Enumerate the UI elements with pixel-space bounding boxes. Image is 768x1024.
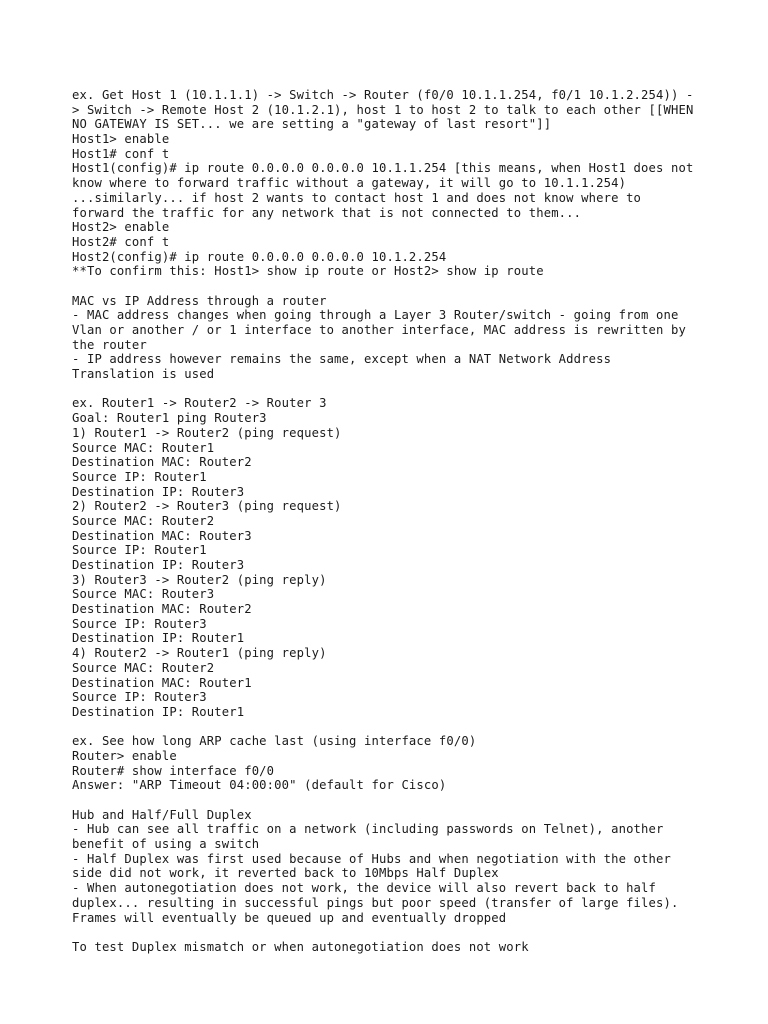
text-line: - When autonegotiation does not work, the device will also revert back to half [72, 881, 657, 896]
text-line: forward the traffic for any network that is not connected to them... [72, 205, 582, 220]
text-line: ex. Get Host 1 (10.1.1.1) -> Switch -> Router (f0/0 10.1.1.254, f0/1 10.1.2.254)) - [72, 88, 694, 102]
text-line: Vlan or another / or 1 interface to another interface, MAC address is rewritten by [72, 323, 686, 337]
text-line: side did not work, it reverted back to 10Mbps Half Duplex [72, 866, 499, 881]
text-line: 1) Router1 -> Router2 (ping request) [72, 425, 342, 440]
text-line: **To confirm this: Host1> show ip route or Host2> show ip route [72, 264, 544, 279]
text-line: ex. Router1 -> Router2 -> Router 3 [72, 396, 327, 411]
text-line: - IP address however remains the same, except when a NAT Network Address [72, 352, 612, 367]
text-line: Answer: "ARP Timeout 04:00:00" (default for Cisco) [72, 778, 447, 793]
text-line: ex. See how long ARP cache last (using interface f0/0) [72, 734, 477, 749]
text-line: To test Duplex mismatch or when autonegotiation does not work [72, 939, 529, 954]
text-line: Host2> enable [72, 220, 170, 235]
text-line: benefit of using a switch [72, 837, 260, 852]
text-line: Host1# conf t [72, 146, 170, 161]
text-line: Destination IP: Router3 [72, 484, 245, 499]
text-line: Source MAC: Router2 [72, 660, 215, 675]
blank-line [72, 925, 712, 940]
text-line: Destination MAC: Router1 [72, 675, 252, 690]
blank-line [72, 279, 712, 294]
text-line: - Hub can see all traffic on a network (including passwords on Telnet), another [72, 822, 664, 837]
text-line: 4) Router2 -> Router1 (ping reply) [72, 646, 327, 661]
text-line: Frames will eventually be queued up and eventually dropped [72, 910, 507, 925]
text-line: Source MAC: Router2 [72, 513, 215, 528]
text-line: - Half Duplex was first used because of Hubs and when negotiation with the other [72, 851, 671, 866]
text-line: Source IP: Router1 [72, 543, 207, 558]
blank-line [72, 793, 712, 808]
text-line: the router [72, 337, 147, 352]
text-line: Host1> enable [72, 132, 170, 147]
text-line: Source MAC: Router1 [72, 440, 215, 455]
text-line: ...similarly... if host 2 wants to contact host 1 and does not know where to [72, 190, 642, 205]
text-line: Destination MAC: Router3 [72, 528, 252, 543]
text-line: 3) Router3 -> Router2 (ping reply) [72, 572, 327, 587]
text-line: Destination MAC: Router2 [72, 602, 252, 617]
text-line: know where to forward traffic without a gateway, it will go to 10.1.1.254) [72, 176, 627, 191]
section-heading: MAC vs IP Address through a router [72, 293, 327, 308]
text-line: Source IP: Router3 [72, 616, 207, 631]
blank-line [72, 382, 712, 397]
text-line: Host1(config)# ip route 0.0.0.0 0.0.0.0 10.1.1.254 [this means, when Host1 does not [72, 161, 694, 176]
text-line: > Switch -> Remote Host 2 (10.1.2.1), host 1 to host 2 to talk to each other [[WHEN [72, 102, 694, 117]
blank-line [72, 720, 712, 735]
text-line: NO GATEWAY IS SET... we are setting a "gateway of last resort"]] [72, 117, 552, 132]
text-line: Destination IP: Router1 [72, 631, 245, 646]
text-line: Router> enable [72, 748, 177, 763]
text-line: Translation is used [72, 367, 215, 382]
text-line: Source IP: Router3 [72, 690, 207, 705]
text-line: Destination IP: Router3 [72, 558, 245, 572]
text-line: Destination MAC: Router2 [72, 455, 252, 470]
text-line: Host2# conf t [72, 234, 170, 249]
text-line: - MAC address changes when going through a Layer 3 Router/switch - going from one [72, 308, 679, 323]
document-body [72, 88, 712, 955]
text-line: Goal: Router1 ping Router3 [72, 411, 267, 426]
text-line: Router# show interface f0/0 [72, 763, 275, 778]
text-line: Source MAC: Router3 [72, 587, 215, 602]
text-line: Host2(config)# ip route 0.0.0.0 0.0.0.0 10.1.2.254 [72, 249, 447, 264]
text-line: 2) Router2 -> Router3 (ping request) [72, 499, 342, 514]
section-heading: Hub and Half/Full Duplex [72, 807, 252, 822]
text-line: duplex... resulting in successful pings but poor speed (transfer of large files). [72, 895, 679, 910]
text-line: Source IP: Router1 [72, 469, 207, 484]
text-line: Destination IP: Router1 [72, 704, 245, 719]
